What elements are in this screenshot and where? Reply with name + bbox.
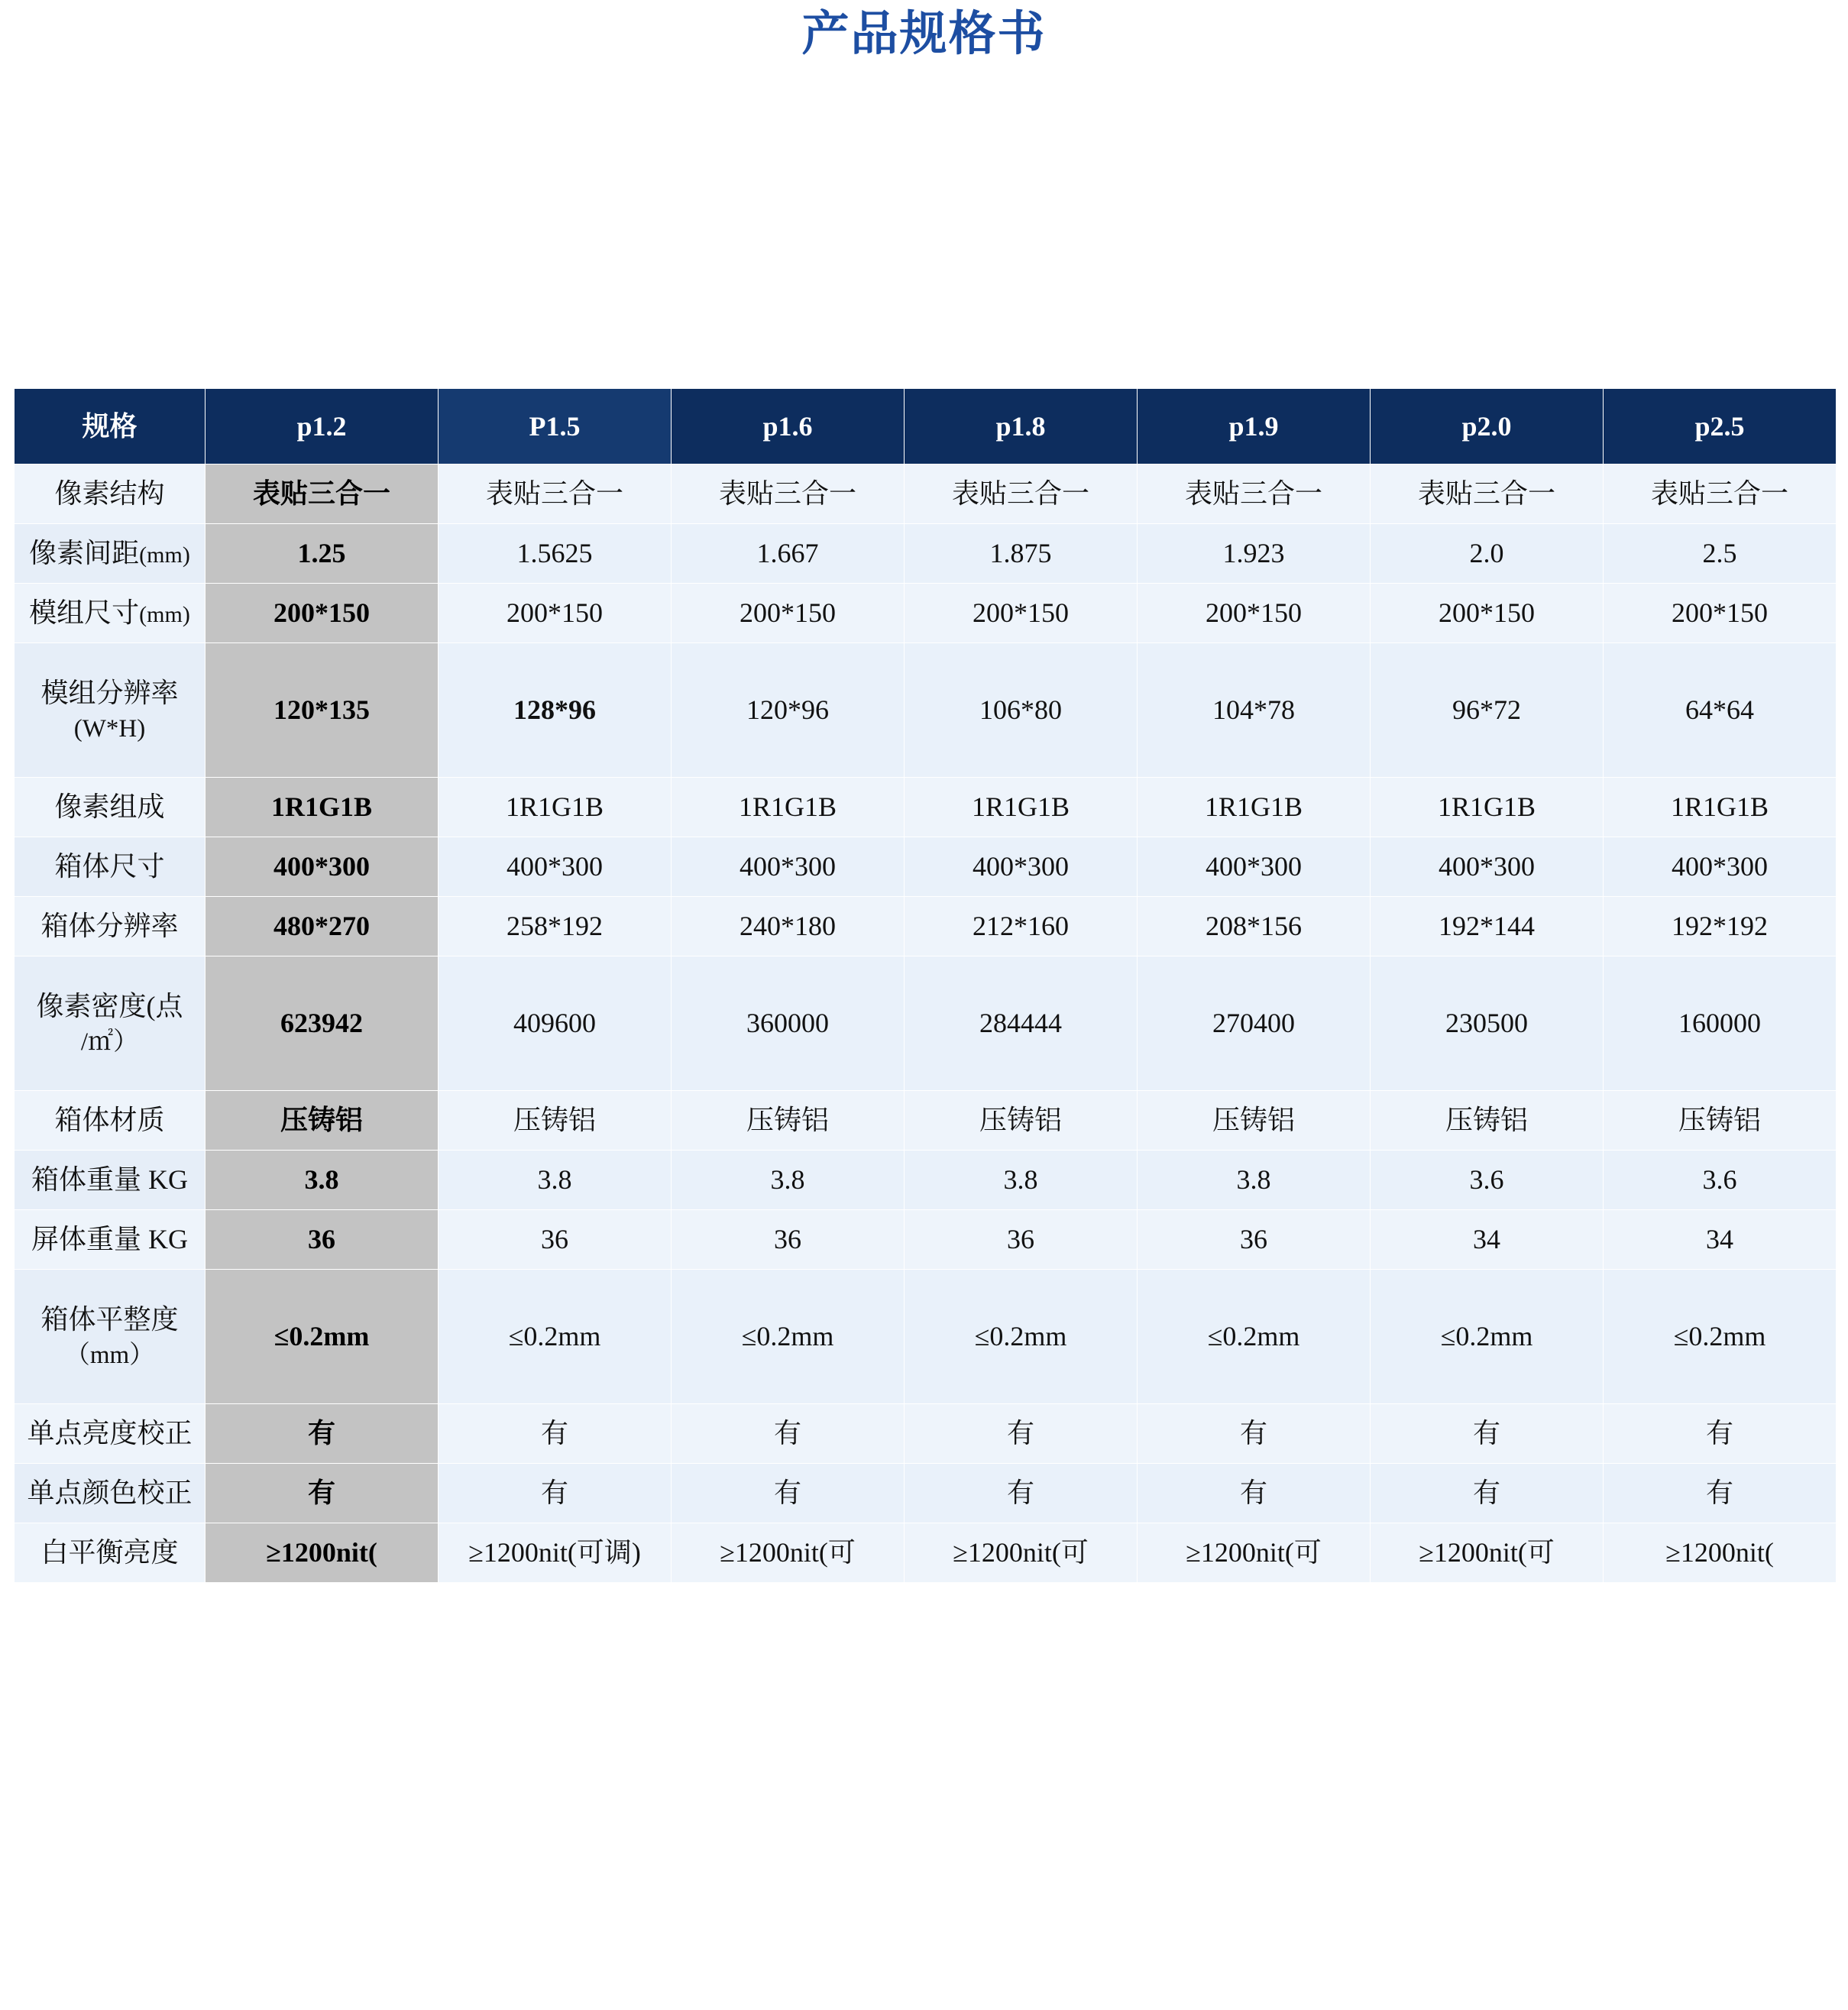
- row-label: [15, 643, 206, 778]
- row-label: 箱体重量 KG: [15, 1151, 206, 1210]
- table-cell: 400*300: [1604, 837, 1837, 897]
- table-cell: 1.25: [206, 524, 439, 584]
- table-cell: 压铸铝: [1138, 1091, 1371, 1151]
- row-label: [15, 584, 206, 643]
- table-row: [15, 956, 1837, 1091]
- table-cell: ≥1200nit(可: [1138, 1523, 1371, 1583]
- table-cell: 有: [1604, 1464, 1837, 1523]
- table-cell: 36: [439, 1210, 672, 1270]
- table-cell: 400*300: [206, 837, 439, 897]
- table-row: [15, 1151, 1837, 1210]
- table-cell: 1R1G1B: [1371, 778, 1604, 837]
- row-label: 白平衡亮度: [15, 1523, 206, 1583]
- table-cell: 有: [905, 1464, 1138, 1523]
- table-cell: 64*64: [1604, 643, 1837, 778]
- row-label-text: 箱体平整度: [40, 1303, 179, 1335]
- table-cell: 230500: [1371, 956, 1604, 1091]
- row-label: 箱体材质: [15, 1091, 206, 1151]
- header-cell-p1-9: p1.9: [1138, 389, 1371, 464]
- row-label-sub: (W*H): [73, 714, 146, 743]
- table-cell: 409600: [439, 956, 672, 1091]
- table-cell: 3.8: [206, 1151, 439, 1210]
- row-label: 箱体分辨率: [15, 897, 206, 956]
- table-row: [15, 1464, 1837, 1523]
- table-cell: 36: [206, 1210, 439, 1270]
- row-label-text: 模组尺寸: [29, 597, 140, 629]
- table-cell: 2.5: [1604, 524, 1837, 584]
- table-row: [15, 1091, 1837, 1151]
- table-cell: 3.8: [905, 1151, 1138, 1210]
- table-cell: 表贴三合一: [1138, 464, 1371, 524]
- table-cell: 1.923: [1138, 524, 1371, 584]
- table-cell: 1R1G1B: [672, 778, 905, 837]
- table-cell: 有: [1371, 1404, 1604, 1464]
- row-label-sub: /㎡）: [80, 1028, 139, 1056]
- table-row: [15, 897, 1837, 956]
- header-row: [15, 389, 1837, 464]
- table-cell: ≤0.2mm: [206, 1270, 439, 1404]
- table-cell: 表贴三合一: [672, 464, 905, 524]
- table-cell: 3.8: [439, 1151, 672, 1210]
- table-row: [15, 464, 1837, 524]
- table-cell: 200*150: [672, 584, 905, 643]
- table-cell: 3.8: [672, 1151, 905, 1210]
- table-cell: 压铸铝: [1371, 1091, 1604, 1151]
- table-row: [15, 524, 1837, 584]
- header-cell-p2-0: p2.0: [1371, 389, 1604, 464]
- table-cell: 258*192: [439, 897, 672, 956]
- table-cell: ≥1200nit(可: [672, 1523, 905, 1583]
- table-cell: 有: [1604, 1404, 1837, 1464]
- table-cell: 120*96: [672, 643, 905, 778]
- table-cell: 160000: [1604, 956, 1837, 1091]
- table-cell: 200*150: [1604, 584, 1837, 643]
- table-cell: 120*135: [206, 643, 439, 778]
- table-cell: 212*160: [905, 897, 1138, 956]
- table-cell: 400*300: [672, 837, 905, 897]
- table-row: [15, 584, 1837, 643]
- table-cell: 1R1G1B: [905, 778, 1138, 837]
- table-cell: ≤0.2mm: [439, 1270, 672, 1404]
- table-cell: 1R1G1B: [206, 778, 439, 837]
- header-cell-p1-6: p1.6: [672, 389, 905, 464]
- row-label-sub: （mm）: [64, 1341, 155, 1369]
- table-cell: 有: [439, 1464, 672, 1523]
- table-cell: 96*72: [1371, 643, 1604, 778]
- table-cell: 200*150: [1138, 584, 1371, 643]
- table-cell: 200*150: [1371, 584, 1604, 643]
- table-cell: 208*156: [1138, 897, 1371, 956]
- table-cell: 1.875: [905, 524, 1138, 584]
- table-cell: ≥1200nit(: [206, 1523, 439, 1583]
- table-cell: 1R1G1B: [439, 778, 672, 837]
- header-cell-p2-5: p2.5: [1604, 389, 1837, 464]
- table-cell: 有: [206, 1404, 439, 1464]
- table-cell: 192*192: [1604, 897, 1837, 956]
- table-cell: ≥1200nit(: [1604, 1523, 1837, 1583]
- table-cell: 有: [672, 1404, 905, 1464]
- table-cell: 200*150: [905, 584, 1138, 643]
- table-cell: 1.667: [672, 524, 905, 584]
- table-header: [15, 389, 1837, 464]
- table-cell: 有: [672, 1464, 905, 1523]
- header-cell-p1-2: p1.2: [206, 389, 439, 464]
- table-cell: 360000: [672, 956, 905, 1091]
- table-cell: 压铸铝: [206, 1091, 439, 1151]
- table-cell: 34: [1604, 1210, 1837, 1270]
- table-cell: 表贴三合一: [206, 464, 439, 524]
- table-cell: 表贴三合一: [1604, 464, 1837, 524]
- spec-table: [14, 388, 1837, 1583]
- table-cell: 1R1G1B: [1138, 778, 1371, 837]
- table-cell: 有: [206, 1464, 439, 1523]
- table-cell: 有: [439, 1404, 672, 1464]
- page-title: 产品规格书: [801, 8, 1047, 60]
- table-cell: 3.6: [1604, 1151, 1837, 1210]
- table-cell: 表贴三合一: [439, 464, 672, 524]
- table-row: [15, 643, 1837, 778]
- table-cell: 623942: [206, 956, 439, 1091]
- header-cell-spec: 规格: [15, 389, 206, 464]
- table-cell: 36: [672, 1210, 905, 1270]
- row-label: [15, 956, 206, 1091]
- table-row: [15, 1270, 1837, 1404]
- table-cell: 400*300: [905, 837, 1138, 897]
- table-cell: 表贴三合一: [1371, 464, 1604, 524]
- spec-table-container: [14, 388, 1836, 1583]
- table-cell: 36: [905, 1210, 1138, 1270]
- table-row: [15, 778, 1837, 837]
- table-cell: 有: [1138, 1464, 1371, 1523]
- row-label: 像素结构: [15, 464, 206, 524]
- table-cell: 压铸铝: [672, 1091, 905, 1151]
- table-cell: 有: [1371, 1464, 1604, 1523]
- table-cell: ≥1200nit(可: [1371, 1523, 1604, 1583]
- table-cell: 200*150: [439, 584, 672, 643]
- row-label: [15, 1270, 206, 1404]
- table-cell: 400*300: [1138, 837, 1371, 897]
- row-label-text: 模组分辨率: [40, 677, 179, 708]
- row-label-text: 像素间距: [29, 538, 140, 569]
- table-cell: 1R1G1B: [1604, 778, 1837, 837]
- table-cell: 1.5625: [439, 524, 672, 584]
- table-cell: ≤0.2mm: [1371, 1270, 1604, 1404]
- table-cell: 34: [1371, 1210, 1604, 1270]
- table-cell: 36: [1138, 1210, 1371, 1270]
- row-label-text: 像素密度(点: [36, 990, 183, 1021]
- table-cell: 480*270: [206, 897, 439, 956]
- table-cell: 240*180: [672, 897, 905, 956]
- row-label: 单点亮度校正: [15, 1404, 206, 1464]
- table-cell: 270400: [1138, 956, 1371, 1091]
- table-cell: 200*150: [206, 584, 439, 643]
- table-cell: ≥1200nit(可: [905, 1523, 1138, 1583]
- table-cell: 3.6: [1371, 1151, 1604, 1210]
- table-cell: ≤0.2mm: [905, 1270, 1138, 1404]
- table-cell: ≤0.2mm: [672, 1270, 905, 1404]
- table-row: [15, 837, 1837, 897]
- row-label: 像素组成: [15, 778, 206, 837]
- table-body: [15, 464, 1837, 1583]
- table-cell: 压铸铝: [439, 1091, 672, 1151]
- table-row: [15, 1523, 1837, 1583]
- table-cell: 3.8: [1138, 1151, 1371, 1210]
- table-cell: 128*96: [439, 643, 672, 778]
- table-cell: 192*144: [1371, 897, 1604, 956]
- header-cell-p1-5: P1.5: [439, 389, 672, 464]
- row-label-unit: (mm): [139, 602, 190, 628]
- table-cell: 2.0: [1371, 524, 1604, 584]
- table-cell: 104*78: [1138, 643, 1371, 778]
- row-label: [15, 524, 206, 584]
- table-cell: 106*80: [905, 643, 1138, 778]
- table-cell: 表贴三合一: [905, 464, 1138, 524]
- table-row: [15, 1210, 1837, 1270]
- table-row: [15, 1404, 1837, 1464]
- table-cell: ≤0.2mm: [1138, 1270, 1371, 1404]
- row-label-unit: (mm): [139, 542, 190, 568]
- row-label: 箱体尺寸: [15, 837, 206, 897]
- table-cell: ≤0.2mm: [1604, 1270, 1837, 1404]
- row-label: 单点颜色校正: [15, 1464, 206, 1523]
- table-cell: 284444: [905, 956, 1138, 1091]
- header-cell-p1-8: p1.8: [905, 389, 1138, 464]
- table-cell: 压铸铝: [1604, 1091, 1837, 1151]
- table-cell: 压铸铝: [905, 1091, 1138, 1151]
- row-label: 屏体重量 KG: [15, 1210, 206, 1270]
- table-cell: ≥1200nit(可调): [439, 1523, 672, 1583]
- table-cell: 400*300: [1371, 837, 1604, 897]
- table-cell: 有: [905, 1404, 1138, 1464]
- table-cell: 有: [1138, 1404, 1371, 1464]
- table-cell: 400*300: [439, 837, 672, 897]
